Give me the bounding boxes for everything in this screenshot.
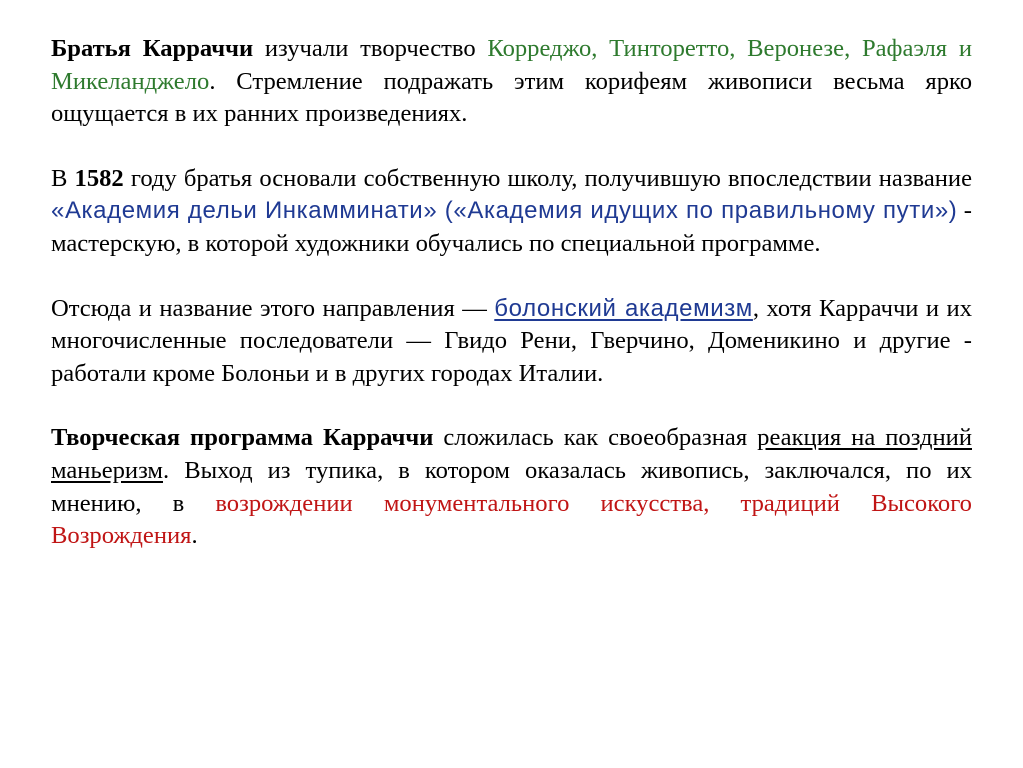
green-artists-list: Корреджо, Тинторетто, Веронезе, Рафаэля и Микеланджело xyxy=(51,35,972,95)
paragraph-creative-program xyxy=(51,422,972,552)
text-segment: году братья основали собственную школу, получившую впоследствии название xyxy=(123,164,972,192)
text-segment: . Стремление подражать этим корифеям живописи весьма ярко ощущается в их ранних произведениях. xyxy=(51,67,972,128)
paragraph-bolognese-academism xyxy=(51,293,972,391)
text-segment: . xyxy=(191,522,198,550)
text-segment: изучали творчество xyxy=(253,35,488,62)
text-segment: В xyxy=(51,164,75,192)
text-segment: Отсюда и название этого направления — xyxy=(51,294,495,322)
red-revival-monumental-art: возрождении монументального искусства, традиций Высокого Возрождения xyxy=(51,489,972,550)
underlined-reaction-mannerism: реакция на поздний маньеризм xyxy=(51,424,972,484)
bold-carracci-brothers: Братья Карраччи xyxy=(51,35,254,62)
text-segment: , хотя Карраччи и их многочисленные последователи — Гвидо Рени, Гверчино, Доменикино и другие - работали кроме Болоньи и в других городах Италии. xyxy=(51,294,972,387)
bold-creative-program: Творческая программа Карраччи xyxy=(51,424,434,452)
paragraph-carracci-study xyxy=(51,33,972,131)
text-segment: . Выход из тупика, в котором оказалась живопись, заключался, по их мнению, в xyxy=(51,456,972,517)
bold-year: 1582 xyxy=(74,164,124,192)
paragraph-academy-founding xyxy=(51,163,972,261)
text-segment: сложилась как своеобразная xyxy=(433,424,758,452)
link-bolognese-academism[interactable]: болонский академизм xyxy=(494,294,753,322)
blue-academy-name: «Академия дельи Инкамминати» («Академия идущих по правильному пути») xyxy=(51,197,958,225)
text-segment: - мастерскую, в которой художники обучались по специальной программе. xyxy=(51,197,972,257)
